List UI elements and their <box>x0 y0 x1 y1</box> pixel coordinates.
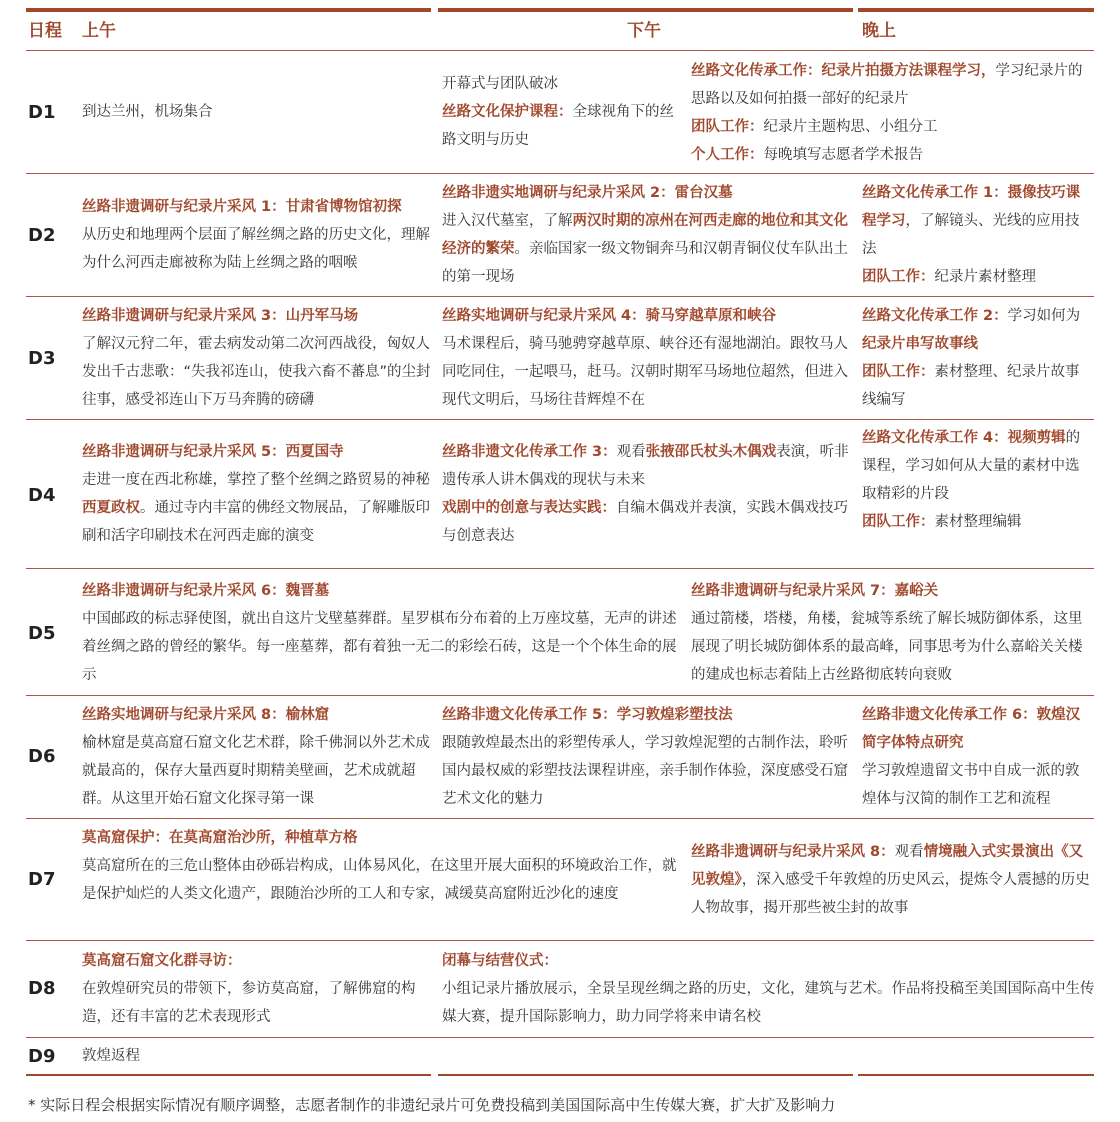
row-separator <box>26 695 1094 696</box>
d4-evening: 丝路文化传承工作 4：视频剪辑的课程，学习如何从大量的素材中选取精彩的片段 团队工作：素材整理编辑 <box>862 430 1081 530</box>
d8-morning: 莫高窟石窟文化群寻访： 在敦煌研究员的带领下，参访莫高窟，了解佛窟的构造，还有丰富的艺术表现形式 <box>82 953 416 1025</box>
d2-morning: 丝路非遗调研与纪录片采风 1：甘肃省博物馆初探 从历史和地理两个层面了解丝绸之路的历史文化，理解为什么河西走廊被称为陆上丝绸之路的咽喉 <box>82 199 430 271</box>
day-label: D3 <box>28 348 56 369</box>
d3-evening: 丝路文化传承工作 2：学习如何为纪录片串写故事线 团队工作：素材整理、纪录片故事线编写 <box>862 308 1081 408</box>
d1-afternoon: 开幕式与团队破冰 丝路文化保护课程：全球视角下的丝路文明与历史 <box>442 76 674 148</box>
d5-morning: 丝路非遗调研与纪录片采风 6：魏晋墓 中国邮政的标志驿使图，就出自这片戈壁墓葬群。星罗棋布分布着的上万座坟墓，无声的讲述着丝绸之路的曾经的繁华。每一座墓葬，都有着独一无二的彩绘石砖，这是一个个体生命的展示 <box>82 583 677 683</box>
day-label: D6 <box>28 746 56 767</box>
d8-afternoon: 闭幕与结营仪式： 小组记录片播放展示，全景呈现丝绸之路的历史，文化，建筑与艺术。作品将投稿至美国国际高中生传媒大赛，提升国际影响力，助力同学将来申请名校 <box>442 953 1095 1025</box>
header-morning: 上午 <box>82 21 116 41</box>
table-bottom-bar <box>858 1074 1094 1076</box>
day-label: D5 <box>28 623 56 644</box>
footnote: * 实际日程会根据实际情况有顺序调整，志愿者制作的非遗纪录片可免费投稿到美国国际高中生传媒大赛，扩大扩及影响力 <box>28 1096 836 1114</box>
d2-evening: 丝路文化传承工作 1：摄像技巧课程学习，了解镜头、光线的应用技法 团队工作：纪录片素材整理 <box>862 185 1081 285</box>
day-label: D8 <box>28 978 56 999</box>
day-label: D7 <box>28 869 56 890</box>
d7-evening: 丝路非遗调研与纪录片采风 8：观看情境融入式实景演出《又见敦煌》，深入感受千年敦煌的历史风云，提炼令人震撼的历史人物故事，揭开那些被尘封的故事 <box>691 844 1090 916</box>
day-label: D4 <box>28 485 56 506</box>
d4-afternoon: 丝路非遗文化传承工作 3：观看张掖邵氏杖头木偶戏表演，听非遗传承人讲木偶戏的现状与未来 戏剧中的创意与表达实践：自编木偶戏并表演，实践木偶戏技巧与创意表达 <box>442 444 849 544</box>
d7-morning: 莫高窟保护：在莫高窟治沙所，种植草方格 莫高窟所在的三危山整体由砂砾岩构成，山体易风化，在这里开展大面积的环境政治工作，就是保护灿烂的人类文化遗产，跟随治沙所的工人和专家，减缓莫高窟附近沙化的速度 <box>82 830 677 902</box>
d3-afternoon: 丝路实地调研与纪录片采风 4：骑马穿越草原和峡谷 马术课程后，骑马驰骋穿越草原、峡谷还有湿地湖泊。跟牧马人同吃同住，一起喂马，赶马。汉朝时期军马场地位超然，但进入现代文明后，马场往昔辉煌不在 <box>442 308 848 408</box>
d1-evening: 丝路文化传承工作：纪录片拍摄方法课程学习，学习纪录片的思路以及如何拍摄一部好的纪录片 团队工作：纪录片主题构思、小组分工 个人工作：每晚填写志愿者学术报告 <box>691 63 1083 163</box>
d6-morning: 丝路实地调研与纪录片采风 8：榆林窟 榆林窟是莫高窟石窟文化艺术群，除千佛洞以外艺术成就最高的，保存大量西夏时期精美壁画，艺术成就超群。从这里开始石窟文化探寻第一课 <box>82 707 430 807</box>
header-underline <box>26 50 1094 51</box>
d3-morning: 丝路非遗调研与纪录片采风 3：山丹军马场 了解汉元狩二年，霍去病发动第二次河西战役，匈奴人发出千古悲歌：“失我祁连山，使我六畜不蕃息”的尘封往事，感受祁连山下万马奔腾的磅礴 <box>82 308 431 408</box>
header-evening: 晚上 <box>862 21 896 41</box>
table-bottom-bar <box>438 1074 853 1076</box>
table-bottom-bar <box>26 1074 431 1076</box>
header-afternoon: 下午 <box>627 21 661 41</box>
header-top-bar-2 <box>438 8 853 12</box>
d6-afternoon: 丝路非遗文化传承工作 5：学习敦煌彩塑技法 跟随敦煌最杰出的彩塑传承人，学习敦煌泥塑的古制作法，聆听国内最权威的彩塑技法课程讲座，亲手制作体验，深度感受石窟艺术文化的魅力 <box>442 707 848 807</box>
day-label: D1 <box>28 102 56 123</box>
day-label: D2 <box>28 225 56 246</box>
d6-evening: 丝路非遗文化传承工作 6：敦煌汉简字体特点研究 学习敦煌遗留文书中自成一派的敦煌体与汉简的制作工艺和流程 <box>862 707 1081 807</box>
row-separator <box>26 940 1094 941</box>
row-separator <box>26 818 1094 819</box>
d9-morning: 敦煌返程 <box>82 1048 140 1064</box>
row-separator <box>26 296 1094 297</box>
d5-evening: 丝路非遗调研与纪录片采风 7：嘉峪关 通过箭楼，塔楼，角楼，瓮城等系统了解长城防御体系，这里展现了明长城防御体系的最高峰，同事思考为什么嘉峪关关楼的建成也标志着陆上古丝路彻底转向衰败 <box>691 583 1083 683</box>
row-separator <box>26 173 1094 174</box>
row-separator <box>26 568 1094 569</box>
header-day: 日程 <box>28 21 62 41</box>
header-top-bar-3 <box>858 8 1094 12</box>
row-separator <box>26 1037 1094 1038</box>
d1-morning: 到达兰州，机场集合 <box>82 104 213 120</box>
d4-morning: 丝路非遗调研与纪录片采风 5：西夏国寺 走进一度在西北称雄，掌控了整个丝绸之路贸易的神秘西夏政权。通过寺内丰富的佛经文物展品，了解雕版印刷和活字印刷技术在河西走廊的演变 <box>82 444 430 544</box>
row-separator <box>26 419 1094 420</box>
header-top-bar-1 <box>26 8 431 12</box>
d2-afternoon: 丝路非遗实地调研与纪录片采风 2：雷台汉墓 进入汉代墓室，了解两汉时期的凉州在河西走廊的地位和其文化经济的繁荣。亲临国家一级文物铜奔马和汉朝青铜仪仗车队出土的第一现场 <box>442 185 848 285</box>
day-label: D9 <box>28 1046 56 1067</box>
